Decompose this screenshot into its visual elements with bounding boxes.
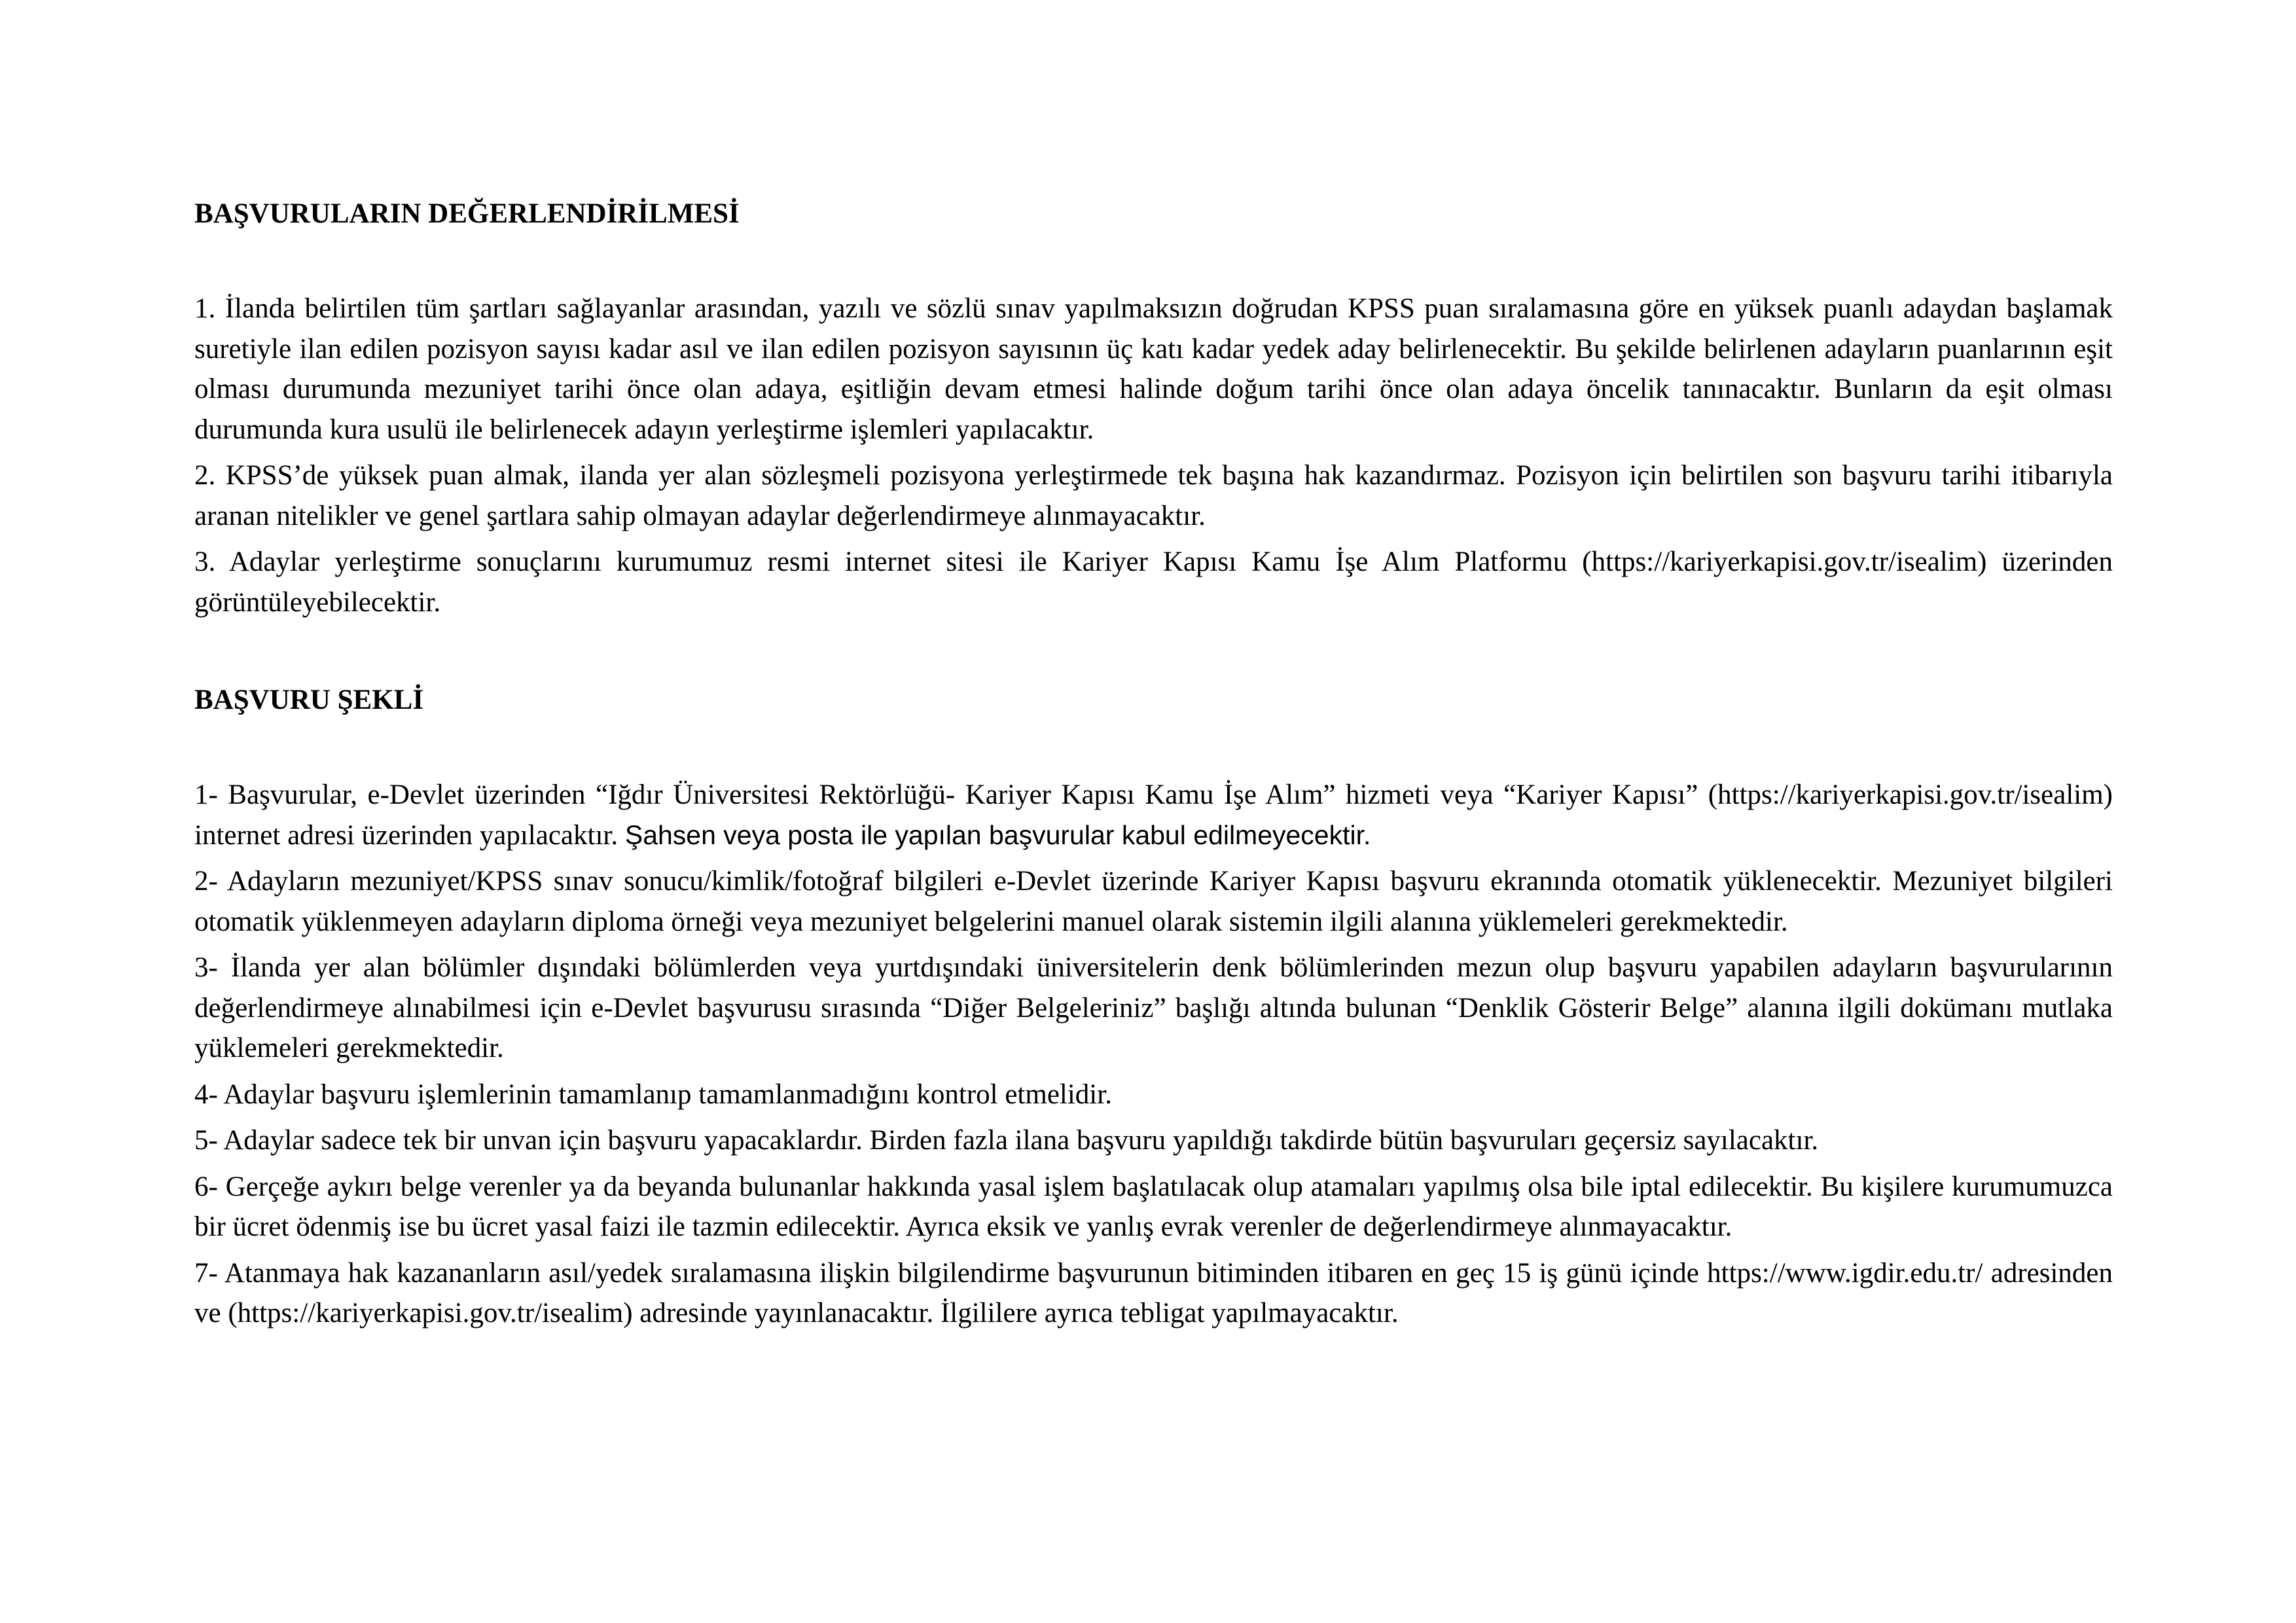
application-item-1	[194, 775, 2113, 855]
application-item-5: 5- Adaylar sadece tek bir unvan için başvuru yapacaklardır. Birden fazla ilana başvuru yapıldığı takdirde bütün başvuruları geçersiz sayılacaktır.	[194, 1125, 1819, 1156]
section-application-method-body	[194, 775, 2113, 1340]
application-item-2: 2- Adayların mezuniyet/KPSS sınav sonucu/kimlik/fotoğraf bilgileri e-Devlet üzerinde Kariyer Kapısı başvuru ekranında otomatik yüklenecektir. Mezuniyet bilgileri otomatik yüklenmeyen adayların diploma örneği veya mezuniyet belgelerini manuel olarak sistemin ilgili alanına yüklemeleri gerekmektedir.	[194, 866, 2113, 937]
section-evaluation-body	[194, 289, 2113, 628]
evaluation-item-2: 2. KPSS’de yüksek puan almak, ilanda yer alan sözleşmeli pozisyona yerleştirmede tek başına hak kazandırmaz. Pozisyon için belirtilen son başvuru tarihi itibarıyla aranan nitelikler ve genel şartlara sahip olmayan adaylar değerlendirmeye alınmayacaktır.	[194, 460, 2113, 531]
evaluation-item-3: 3. Adaylar yerleştirme sonuçlarını kurumumuz resmi internet sitesi ile Kariyer Kapısı Kamu İşe Alım Platformu (https://kariyerkapisi.gov.tr/isealim) üzerinden görüntüleyebilecektir.	[194, 546, 2113, 618]
application-item-1-text: 1- Başvurular, e-Devlet üzerinden “Iğdır Üniversitesi Rektörlüğü- Kariyer Kapısı Kamu İşe Alım” hizmeti veya “Kariyer Kapısı” (https://kariyerkapisi.gov.tr/isealim) internet adresi üzerinden yapılacaktır.	[194, 779, 2113, 851]
section-heading-application-method: BAŞVURU ŞEKLİ	[194, 685, 424, 715]
application-item-3: 3- İlanda yer alan bölümler dışındaki bölümlerden veya yurtdışındaki üniversitelerin denk bölümlerinden mezun olup başvuru yapabilen adayların başvurularının değerlendirmeye alınabilmesi için e-Devlet başvurusu sırasında “Diğer Belgeleriniz” başlığı altında bulunan “Denklik Gösterir Belge” alanına ilgili dokümanı mutlaka yüklemeleri gerekmektedir.	[194, 952, 2113, 1063]
evaluation-item-1: 1. İlanda belirtilen tüm şartları sağlayanlar arasından, yazılı ve sözlü sınav yapılmaksızın doğrudan KPSS puan sıralamasına göre en yüksek puanlı adaydan başlamak suretiyle ilan edilen pozisyon sayısı kadar asıl ve ilan edilen pozisyon sayısının üç katı kadar yedek aday belirlenecektir. Bu şekilde belirlenen adayların puanlarının eşit olması durumunda mezuniyet tarihi önce olan adaya, eşitliğin devam etmesi halinde doğum tarihi önce olan adaya öncelik tanınacaktır. Bunların da eşit olması durumunda kura usulü ile belirlenecek adayın yerleştirme işlemleri yapılacaktır.	[194, 293, 2113, 445]
application-item-4: 4- Adaylar başvuru işlemlerinin tamamlanıp tamamlanmadığını kontrol etmelidir.	[194, 1079, 1112, 1110]
section-heading-evaluation: BAŞVURULARIN DEĞERLENDİRİLMESİ	[194, 198, 740, 229]
application-item-1-notice: Şahsen veya posta ile yapılan başvurular kabul edilmeyecektir.	[624, 819, 1371, 850]
application-item-7: 7- Atanmaya hak kazananların asıl/yedek sıralamasına ilişkin bilgilendirme başvurunun bitiminden itibaren en geç 15 iş günü içinde https://www.igdir.edu.tr/ adresinden ve (https://kariyerkapisi.gov.tr/isealim) adresinde yayınlanacaktır. İlgililere ayrıca tebligat yapılmayacaktır.	[194, 1257, 2113, 1329]
application-item-6: 6- Gerçeğe aykırı belge verenler ya da beyanda bulunanlar hakkında yasal işlem başlatılacak olup atamaları yapılmış olsa bile iptal edilecektir. Bu kişilere kurumumuzca bir ücret ödenmiş ise bu ücret yasal faizi ile tazmin edilecektir. Ayrıca eksik ve yanlış evrak verenler de değerlendirmeye alınmayacaktır.	[194, 1171, 2113, 1242]
